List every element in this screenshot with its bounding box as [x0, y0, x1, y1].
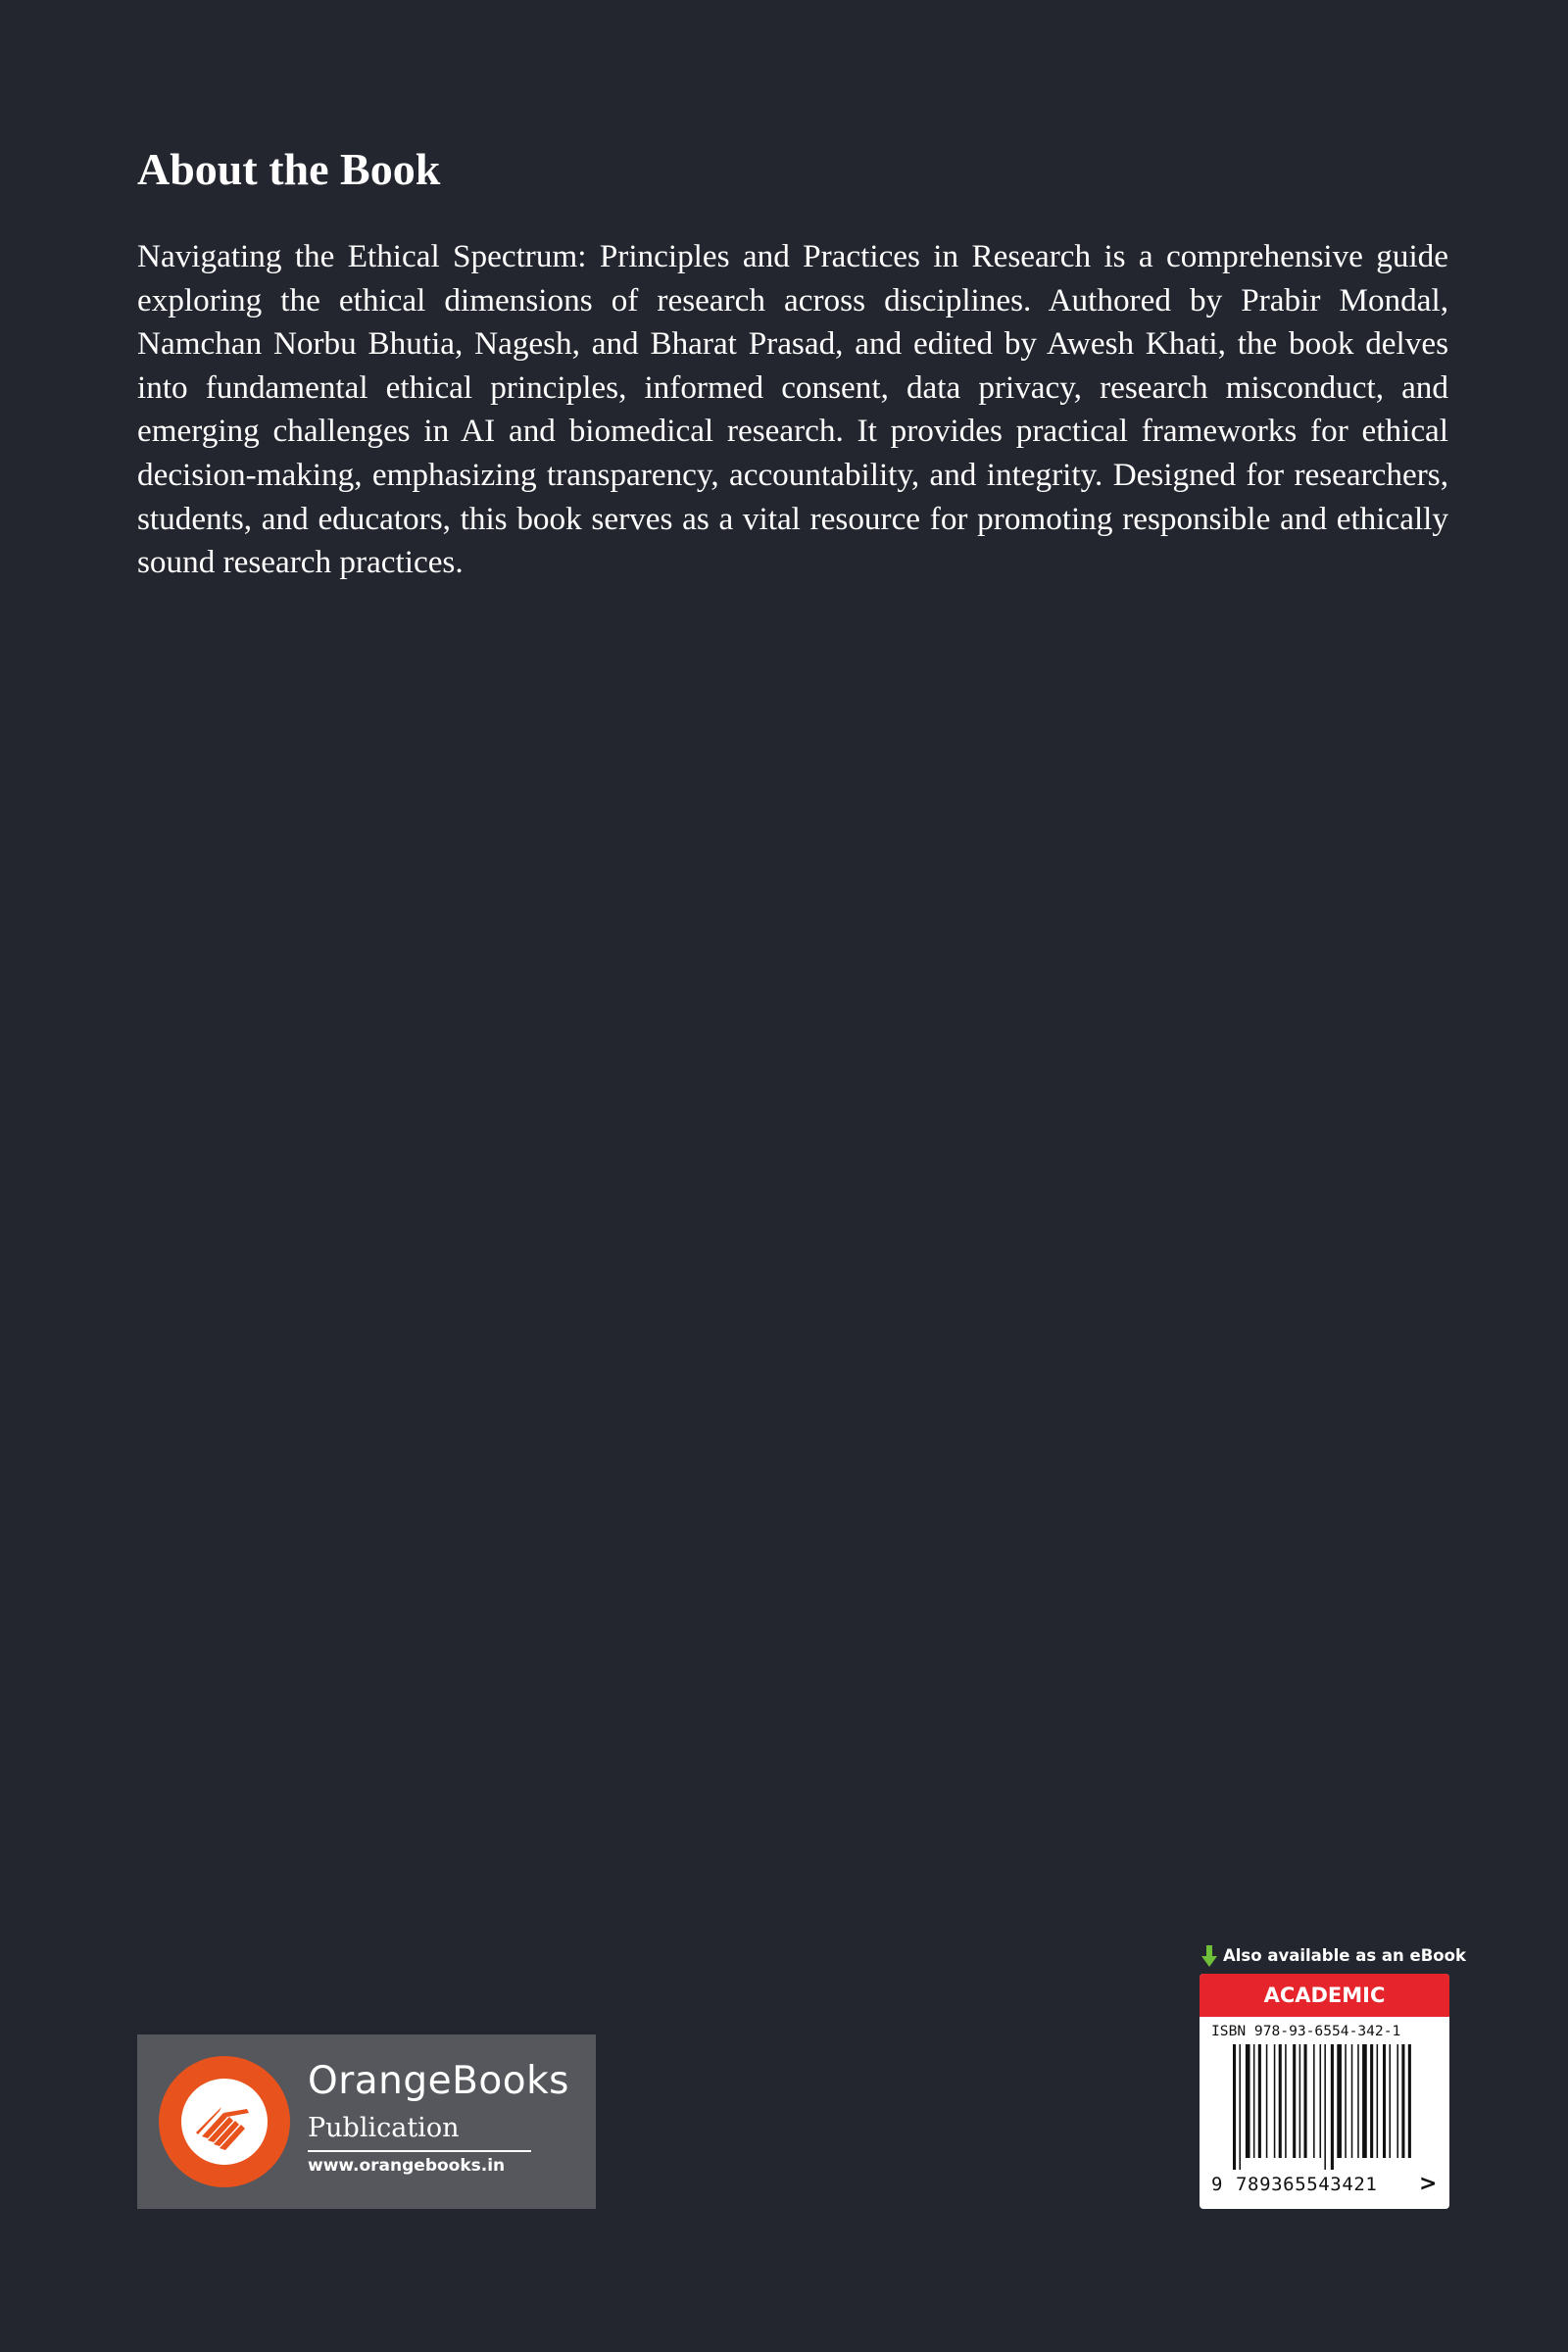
barcode-bar	[1274, 2044, 1276, 2158]
barcode-bar	[1253, 2044, 1255, 2158]
barcode-bar	[1320, 2044, 1322, 2158]
publisher-name: OrangeBooks	[308, 2059, 569, 2103]
barcode-bar	[1233, 2044, 1236, 2170]
publisher-logo-block	[137, 2034, 596, 2209]
publisher-divider	[308, 2150, 531, 2152]
isbn-barcode-card	[1200, 1974, 1449, 2209]
barcode-bar	[1313, 2044, 1315, 2158]
barcode-first-digit: 9	[1211, 2174, 1223, 2195]
barcode-bar	[1401, 2044, 1404, 2158]
barcode-bar	[1345, 2044, 1347, 2158]
category-label: ACADEMIC	[1200, 1974, 1449, 2017]
barcode-bar	[1304, 2044, 1307, 2158]
orangebooks-logo-icon	[159, 2056, 290, 2187]
barcode-bar	[1258, 2044, 1261, 2158]
barcode-bar	[1324, 2044, 1326, 2170]
barcode-bar	[1377, 2044, 1379, 2158]
barcode-bar	[1370, 2044, 1373, 2158]
barcode-image	[1233, 2044, 1415, 2170]
ebook-note-text: Also available as an eBook	[1223, 1945, 1466, 1965]
barcode-bar	[1299, 2044, 1301, 2158]
barcode-bar	[1351, 2044, 1353, 2158]
barcode-end-mark: >	[1419, 2172, 1438, 2196]
ebook-availability-note	[1201, 1945, 1466, 1967]
barcode-bar	[1337, 2044, 1342, 2158]
download-arrow-icon	[1201, 1945, 1217, 1967]
barcode-bar	[1396, 2044, 1398, 2158]
publisher-subtitle: Publication	[308, 2113, 460, 2143]
barcode-bar	[1246, 2044, 1250, 2158]
barcode-bar	[1408, 2044, 1411, 2158]
barcode-bar	[1383, 2044, 1386, 2158]
barcode-bar	[1362, 2044, 1367, 2158]
publisher-website: www.orangebooks.in	[308, 2156, 506, 2176]
barcode-bar	[1357, 2044, 1359, 2158]
barcode-bar	[1389, 2044, 1391, 2158]
barcode-bar	[1279, 2044, 1282, 2158]
barcode-digits: 789365543421	[1236, 2174, 1378, 2195]
isbn-number: ISBN 978-93-6554-342-1	[1211, 2023, 1401, 2039]
barcode-bar	[1266, 2044, 1268, 2158]
about-heading: About the Book	[137, 144, 441, 194]
barcode-bar	[1285, 2044, 1287, 2158]
barcode-bar	[1331, 2044, 1334, 2170]
barcode-bar	[1293, 2044, 1296, 2158]
about-description: Navigating the Ethical Spectrum: Principles and Practices in Research is a comprehensive guide exploring the ethical dimensions of research across disciplines. Authored by Prabir Mondal, Namchan Norbu Bhutia, Nagesh, and Bharat Prasad, and edited by Awesh Khati, the book delves into fundamental ethical principles, informed consent, data privacy, research misconduct, and emerging challenges in AI and biomedical research. It provides practical frameworks for ethical decision-making, emphasizing transparency, accountability, and integrity. Designed for researchers, students, and educators, this book serves as a vital resource for promoting responsible and ethically sound research practices.	[137, 238, 1448, 581]
barcode-bar	[1239, 2044, 1241, 2170]
